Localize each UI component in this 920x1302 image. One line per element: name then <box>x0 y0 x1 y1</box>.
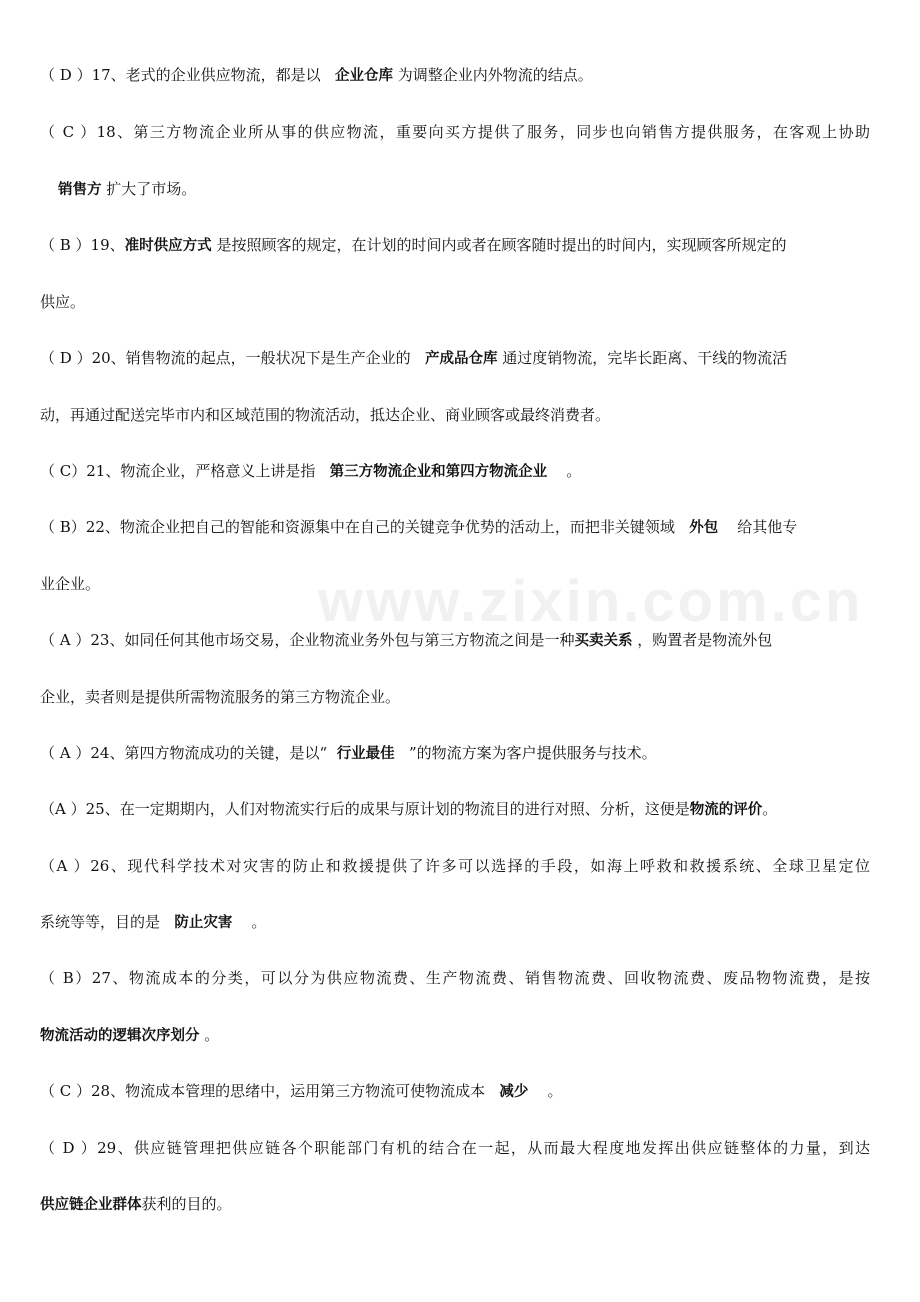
answer-26: 防止灾害 <box>174 915 233 931</box>
answer-21: 第三方物流企业和第四方物流企业 <box>329 464 548 480</box>
answer-19: 准时供应方式 <box>124 238 212 254</box>
answer-29: 供应链企业群体 <box>40 1197 142 1213</box>
question-26-line-1: （A ）26、现代科学技术对灾害的防止和救援提供了许多可以选择的手段，如海上呼救和救援系统、全球卫星定位 <box>40 857 870 875</box>
question-18-line-2: 销售方 扩大了市场。 <box>58 180 197 198</box>
question-26-line-2: 系统等等，目的是 防止灾害 。 <box>40 913 267 931</box>
answer-22: 外包 <box>689 520 719 536</box>
answer-24: 行业最佳 <box>336 746 395 762</box>
question-29-line-2: 供应链企业群体获利的目的。 <box>40 1195 232 1213</box>
watermark-text: www.zixin.com.cn <box>318 569 864 634</box>
question-28-line-1: （ C ）28、物流成本管理的思绪中，运用第三方物流可使物流成本 减少 。 <box>40 1082 563 1100</box>
question-27-line-1: （ B）27、物流成本的分类，可以分为供应物流费、生产物流费、销售物流费、回收物流费、废品物物流费，是按 <box>40 969 870 987</box>
question-27-line-2: 物流活动的逻辑次序划分 。 <box>40 1026 220 1044</box>
answer-20: 产成品仓库 <box>424 351 498 367</box>
question-20-line-1: （ D ）20、销售物流的起点，一般状况下是生产企业的 产成品仓库 通过度销物流，完毕长距离、干线的物流活 <box>40 349 788 367</box>
question-23-line-1: （ A ）23、如同任何其他市场交易，企业物流业务外包与第三方物流之间是一种买卖关系 ，购置者是物流外包 <box>40 631 773 649</box>
question-17-line-1: （ D ）17、老式的企业供应物流，都是以 企业仓库 为调整企业内外物流的结点。 <box>40 66 593 84</box>
question-20-line-2: 动，再通过配送完毕市内和区域范围的物流活动，抵达企业、商业顾客或最终消费者。 <box>40 406 611 424</box>
question-25-line-1: （A ）25、在一定期期内，人们对物流实行后的成果与原计划的物流目的进行对照、分析，这便是物流的评价。 <box>40 800 778 818</box>
question-18-line-1: （ C ）18、第三方物流企业所从事的供应物流，重要向买方提供了服务，同步也向销售方提供服务，在客观上协助 <box>40 123 870 141</box>
question-23-line-2: 企业，卖者则是提供所需物流服务的第三方物流企业。 <box>40 688 401 706</box>
answer-17: 企业仓库 <box>334 68 393 84</box>
answer-27: 物流活动的逻辑次序划分 <box>40 1028 200 1044</box>
question-21-line-1: （ C）21、物流企业，严格意义上讲是指 第三方物流企业和第四方物流企业 。 <box>40 462 582 480</box>
question-29-line-1: （ D ）29、供应链管理把供应链各个职能部门有机的结合在一起，从而最大程度地发挥出供应链整体的力量，到达 <box>40 1139 870 1157</box>
question-19-line-1: （ B ）19、准时供应方式 是按照顾客的规定，在计划的时间内或者在顾客随时提出的时间内，实现顾客所规定的 <box>40 236 787 254</box>
question-24-line-1: （ A ）24、第四方物流成功的关键，是以“ 行业最佳 ”的物流方案为客户提供服务与技术。 <box>40 744 657 762</box>
question-22-line-1: （ B）22、物流企业把自己的智能和资源集中在自己的关键竞争优势的活动上，而把非关键领域 外包 给其他专 <box>40 518 798 536</box>
answer-28: 减少 <box>499 1084 529 1100</box>
answer-23: 买卖关系 <box>574 633 633 649</box>
question-22-line-2: 业企业。 <box>40 575 101 593</box>
answer-18: 销售方 <box>58 182 102 198</box>
question-19-line-2: 供应。 <box>40 293 86 311</box>
answer-25: 物流的评价 <box>689 802 763 818</box>
